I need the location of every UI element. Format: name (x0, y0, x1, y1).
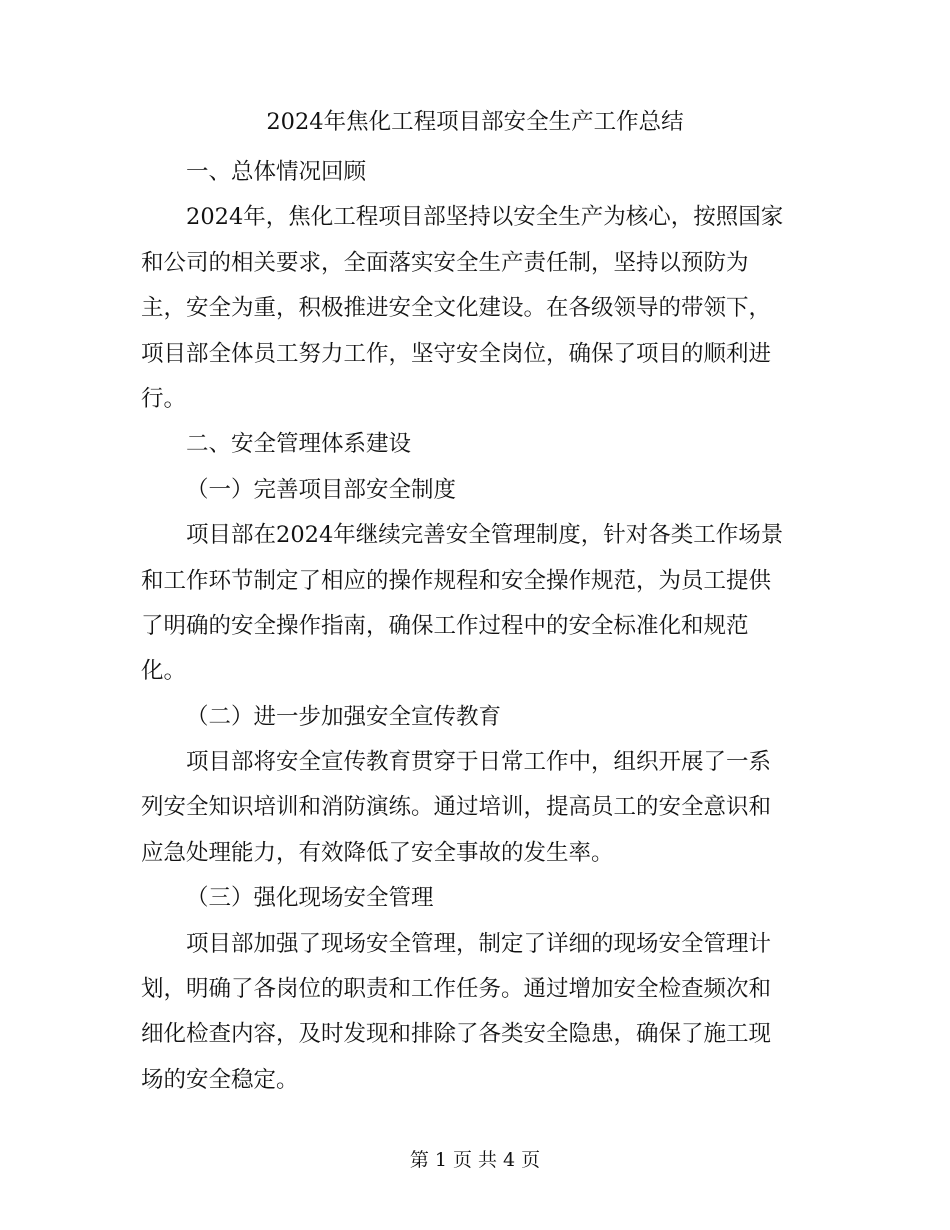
paragraph-line: 项目部将安全宣传教育贯穿于日常工作中，组织开展了一系 (186, 749, 772, 776)
subsection-heading: （一）完善项目部安全制度 (186, 476, 457, 503)
paragraph-line: 列安全知识培训和消防演练。通过培训，提高员工的安全意识和 (141, 794, 772, 821)
paragraph-line: 行。 (141, 385, 187, 412)
paragraph-line: 项目部全体员工努力工作，坚守安全岗位，确保了项目的顺利进 (141, 340, 772, 367)
paragraph-line: 项目部加强了现场安全管理，制定了详细的现场安全管理计 (186, 930, 772, 957)
document-body (141, 150, 811, 1103)
section-heading: 二、安全管理体系建设 (186, 431, 412, 458)
page-number-footer: 第 1 页 共 4 页 (409, 1149, 541, 1171)
paragraph-line: 场的安全稳定。 (141, 1066, 299, 1093)
paragraph-line: 应急处理能力，有效降低了安全事故的发生率。 (141, 839, 614, 866)
document-title: 2024年焦化工程项目部安全生产工作总结 (266, 109, 684, 135)
paragraph-line: 和工作环节制定了相应的操作规程和安全操作规范，为员工提供 (141, 567, 772, 594)
section-heading: 一、总体情况回顾 (186, 159, 367, 185)
subsection-heading: （二）进一步加强安全宣传教育 (186, 703, 502, 730)
paragraph-line: 2024年，焦化工程项目部坚持以安全生产为核心，按照国家 (186, 204, 784, 231)
paragraph-line: 了明确的安全操作指南，确保工作过程中的安全标准化和规范 (141, 612, 749, 639)
paragraph-line: 化。 (141, 658, 187, 685)
paragraph-line: 项目部在2024年继续完善安全管理制度，针对各类工作场景 (186, 522, 784, 549)
paragraph-line: 和公司的相关要求，全面落实安全生产责任制，坚持以预防为 (141, 249, 749, 276)
subsection-heading: （三）强化现场安全管理 (186, 885, 434, 912)
paragraph-line: 划，明确了各岗位的职责和工作任务。通过增加安全检查频次和 (141, 976, 772, 1003)
paragraph-line: 细化检查内容，及时发现和排除了各类安全隐患，确保了施工现 (141, 1021, 772, 1048)
paragraph-line: 主，安全为重，积极推进安全文化建设。在各级领导的带领下， (141, 295, 772, 322)
